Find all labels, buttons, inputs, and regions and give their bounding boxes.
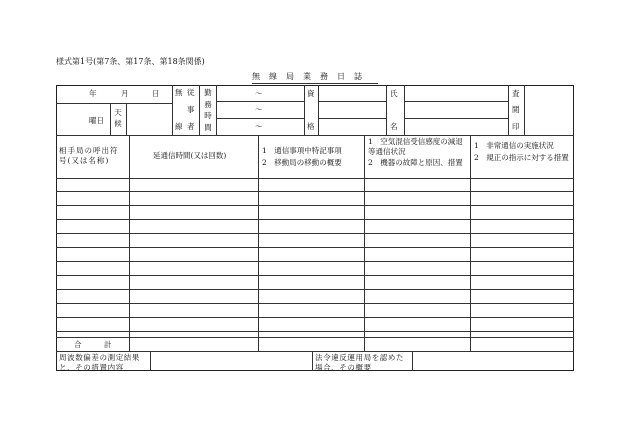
name-label-top: 氏 — [390, 89, 398, 98]
day-label: 日 — [152, 89, 160, 98]
row-line — [56, 261, 574, 262]
grid-col-2 — [258, 135, 259, 351]
total-row-line — [56, 337, 574, 338]
footer-sep-1 — [150, 351, 151, 371]
name-sep — [386, 85, 387, 135]
month-label: 月 — [121, 89, 129, 98]
time-tilde-3: 〜 — [255, 122, 263, 131]
inspect-value-sep — [524, 85, 525, 135]
col-status-2: 2 機器の故障と原因、措置 — [368, 158, 463, 167]
name-row-line-1 — [404, 101, 508, 102]
col-callsign-label: 相手局の呼出符号(又は名称) — [59, 146, 119, 166]
title-underline — [252, 83, 378, 84]
operator-label-1: 無 — [175, 88, 183, 97]
year-label: 年 — [89, 89, 97, 98]
col-events-1: 1 通信事項中特記事項 — [262, 146, 342, 155]
operator-label-2: 線 — [175, 122, 183, 131]
colheader-bottom-line — [56, 178, 574, 179]
weekday-sep — [110, 103, 111, 135]
weather-label: 天候 — [114, 108, 122, 128]
date-row-line — [56, 103, 172, 104]
header-bottom-line — [56, 135, 574, 136]
footer-top-line — [56, 351, 574, 352]
col-emergency-2: 2 規正の指示に対する措置 — [474, 153, 569, 162]
operator-label-5: 者 — [187, 122, 195, 131]
name-row-line-2 — [404, 118, 508, 119]
row-line — [56, 219, 574, 220]
name-value-sep — [404, 85, 405, 135]
qual-label-bottom: 格 — [307, 122, 315, 131]
col-events-2: 2 移動局の移動の概要 — [262, 158, 342, 167]
grid-col-3 — [364, 135, 365, 351]
footer-sep-3 — [412, 351, 413, 371]
row-line — [56, 247, 574, 248]
row-line — [56, 289, 574, 290]
freq-deviation-label: 周波数偏差の測定結果と、その措置内容 — [59, 353, 140, 373]
name-label-bottom: 名 — [390, 122, 398, 131]
worktime-label: 勤務時間 — [204, 88, 212, 132]
qual-value-sep — [318, 85, 319, 135]
time-tilde-1: 〜 — [255, 89, 263, 98]
operator-label-4: 事 — [187, 105, 195, 114]
form-caption: 様式第1号(第7条、第17条、第18条関係) — [56, 57, 205, 66]
inspect-sep — [508, 85, 509, 135]
grid-col-4 — [470, 135, 471, 351]
weather-sep — [126, 103, 127, 135]
footer-sep-2 — [312, 351, 313, 371]
form-title: 無 線 局 業 務 日 誌 — [252, 72, 363, 81]
col-emergency-1: 1 非常通信の実施状況 — [474, 141, 554, 150]
time-sep — [216, 85, 217, 135]
time-tilde-2: 〜 — [255, 105, 263, 114]
row-line — [56, 205, 574, 206]
time-row-line-1 — [216, 101, 304, 102]
worktime-sep — [199, 85, 200, 135]
qual-row-line-1 — [318, 101, 386, 102]
time-row-line-2 — [216, 118, 304, 119]
col-time-label: 延通信時間(又は回数) — [153, 151, 227, 160]
grid-col-1 — [129, 135, 130, 351]
inspect-label-mid: 閲 — [512, 105, 520, 114]
total-label: 合 計 — [74, 340, 112, 349]
row-line — [56, 233, 574, 234]
operator-sep — [172, 85, 173, 135]
qual-sep — [304, 85, 305, 135]
inspect-label-top: 査 — [512, 89, 520, 98]
inspect-label-bottom: 印 — [512, 122, 520, 131]
col-status-1: 1 空気混信受信感度の減退等通信状況 — [368, 137, 463, 157]
weekday-label: 曜日 — [89, 116, 104, 125]
violation-label: 法令違反運用局を認めた場合、その概要 — [315, 353, 405, 373]
row-line — [56, 331, 574, 332]
row-line — [56, 317, 574, 318]
row-line — [56, 303, 574, 304]
row-line — [56, 275, 574, 276]
row-line — [56, 191, 574, 192]
form-frame — [56, 85, 574, 371]
operator-label-3: 従 — [187, 88, 195, 97]
qual-row-line-2 — [318, 118, 386, 119]
qual-label-top: 資 — [307, 89, 315, 98]
